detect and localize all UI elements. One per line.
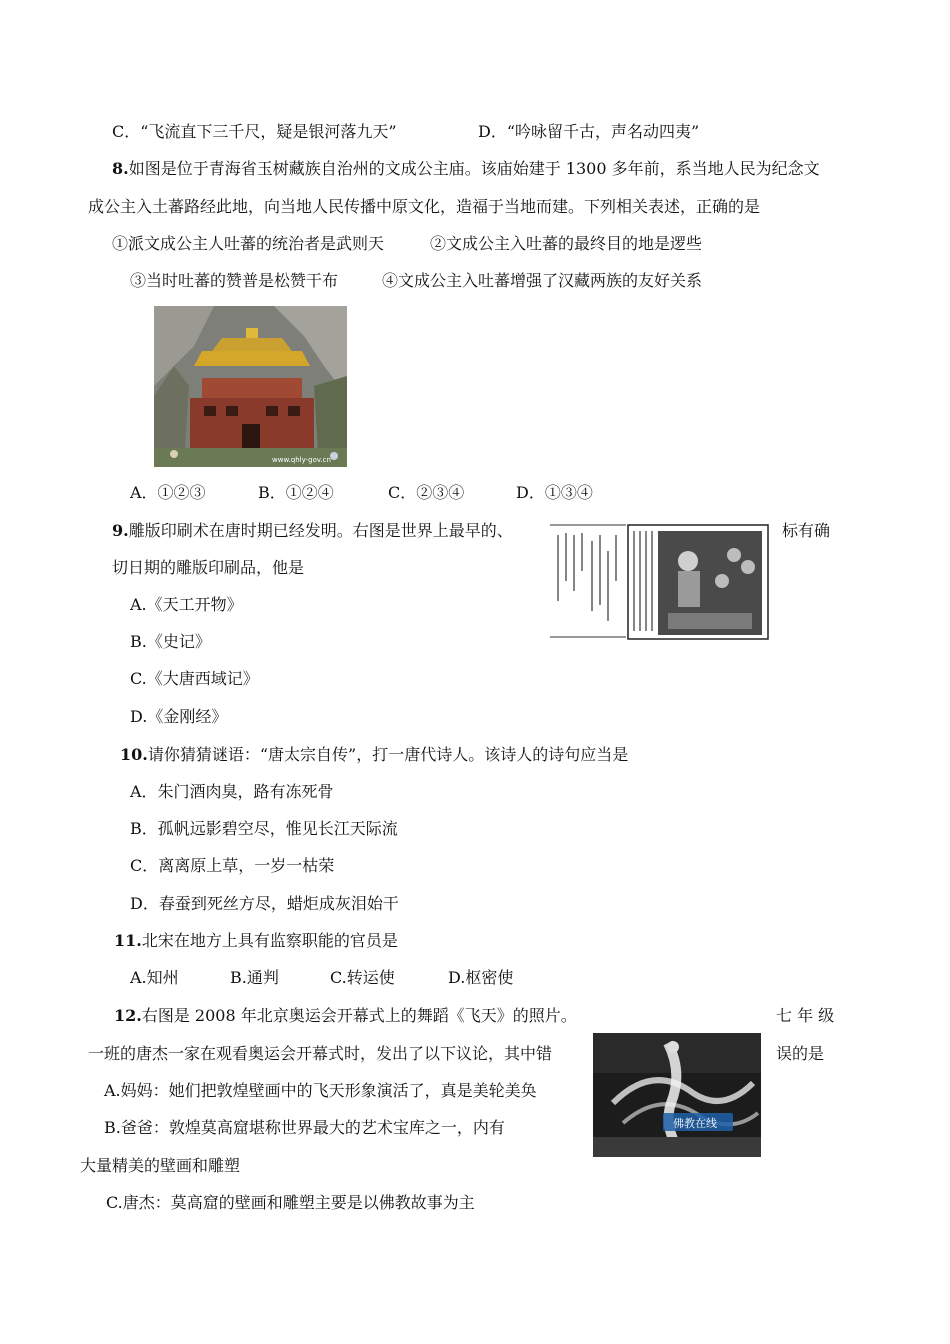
q10-option-d: D．春蚕到死丝方尽，蜡炬成灰泪始干 — [130, 894, 399, 913]
q12-number: 12. — [114, 1006, 142, 1025]
q9-option-d: D.《金刚经》 — [130, 707, 228, 726]
q10-option-b: B．孤帆远影碧空尽，惟见长江天际流 — [130, 819, 398, 838]
q7-option-d: D．“吟咏留千古，声名动四夷” — [478, 122, 700, 141]
q12-stem-line1-end: 七 年 级 — [776, 1006, 835, 1025]
q8-statement-3: ③当时吐蕃的赞普是松赞干布 — [130, 271, 339, 290]
q10-stem-line — [120, 744, 628, 766]
q12-option-c: C.唐杰：莫高窟的壁画和雕塑主要是以佛教故事为主 — [106, 1193, 475, 1212]
q9-stem-text: 雕版印刷术在唐时期已经发明。右图是世界上最早的、 — [128, 521, 513, 540]
temple-photo-watermark: www.qhly-gov.cn — [272, 456, 331, 464]
q11-stem-line — [114, 930, 398, 952]
q12-stem-line2-end: 误的是 — [776, 1044, 825, 1063]
q8-statement-1: ①派文成公主人吐蕃的统治者是武则天 — [112, 234, 385, 253]
q9-stem-line1-end: 标有确 — [782, 521, 831, 540]
q8-option-b: B．①②④ — [258, 483, 334, 502]
q12-option-a: A.妈妈：她们把敦煌壁画中的飞天形象演活了，真是美轮美奂 — [104, 1081, 537, 1100]
q8-statement-4: ④文成公主入吐蕃增强了汉藏两族的友好关系 — [382, 271, 703, 290]
q12-stem-line1 — [114, 1005, 577, 1027]
q11-option-b: B.通判 — [230, 968, 279, 987]
q12-stem-line2: 一班的唐杰一家在观看奥运会开幕式时，发出了以下议论，其中错 — [88, 1044, 553, 1063]
q8-statement-2: ②文成公主入吐蕃的最终目的地是逻些 — [430, 234, 703, 253]
q9-stem-line1 — [112, 520, 513, 542]
q8-option-d: D．①③④ — [516, 483, 593, 502]
q9-number: 9. — [112, 521, 129, 540]
feitian-photo-logo: 佛教在线 — [673, 1117, 717, 1130]
q8-option-c: C．②③④ — [388, 483, 465, 502]
q9-option-c: C.《大唐西域记》 — [130, 669, 259, 688]
q8-stem-line2: 成公主入土蕃路经此地，向当地人民传播中原文化，造福于当地而建。下列相关表述，正确的是 — [88, 197, 761, 216]
q11-stem-text: 北宋在地方上具有监察职能的官员是 — [141, 931, 398, 950]
q10-option-c: C．离离原上草，一岁一枯荣 — [130, 856, 335, 875]
q12-option-b-line1: B.爸爸：敦煌莫高窟堪称世界最大的艺术宝库之一，内有 — [104, 1118, 505, 1137]
feitian-dance-photo — [593, 1033, 761, 1157]
q11-option-c: C.转运使 — [330, 968, 395, 987]
q8-stem-line1 — [112, 158, 820, 180]
q12-stem-text: 右图是 2008 年北京奥运会开幕式上的舞蹈《飞天》的照片。 — [141, 1006, 577, 1025]
q7-option-c: C．“飞流直下三千尺，疑是银河落九天” — [112, 122, 397, 141]
q8-number: 8. — [112, 159, 129, 178]
q9-stem-line2: 切日期的雕版印刷品，他是 — [112, 558, 305, 577]
wencheng-temple-photo — [154, 306, 347, 467]
q11-number: 11. — [114, 931, 142, 950]
q11-option-a: A.知州 — [130, 968, 179, 987]
q8-stem-text: 如图是位于青海省玉树藏族自治州的文成公主庙。该庙始建于 1300 多年前，系当地人民为纪念文 — [128, 159, 820, 178]
q10-option-a: A．朱门酒肉臭，路有冻死骨 — [130, 782, 334, 801]
q12-option-b-line2: 大量精美的壁画和雕塑 — [80, 1156, 241, 1175]
q11-option-d: D.枢密使 — [448, 968, 514, 987]
q10-number: 10. — [120, 745, 148, 764]
q10-stem-text: 请你猜猜谜语：“唐太宗自传”，打一唐代诗人。该诗人的诗句应当是 — [147, 745, 629, 764]
q9-option-a: A.《天工开物》 — [130, 595, 243, 614]
diamond-sutra-image — [548, 521, 770, 642]
q8-option-a: A．①②③ — [130, 483, 206, 502]
q9-option-b: B.《史记》 — [130, 632, 211, 651]
